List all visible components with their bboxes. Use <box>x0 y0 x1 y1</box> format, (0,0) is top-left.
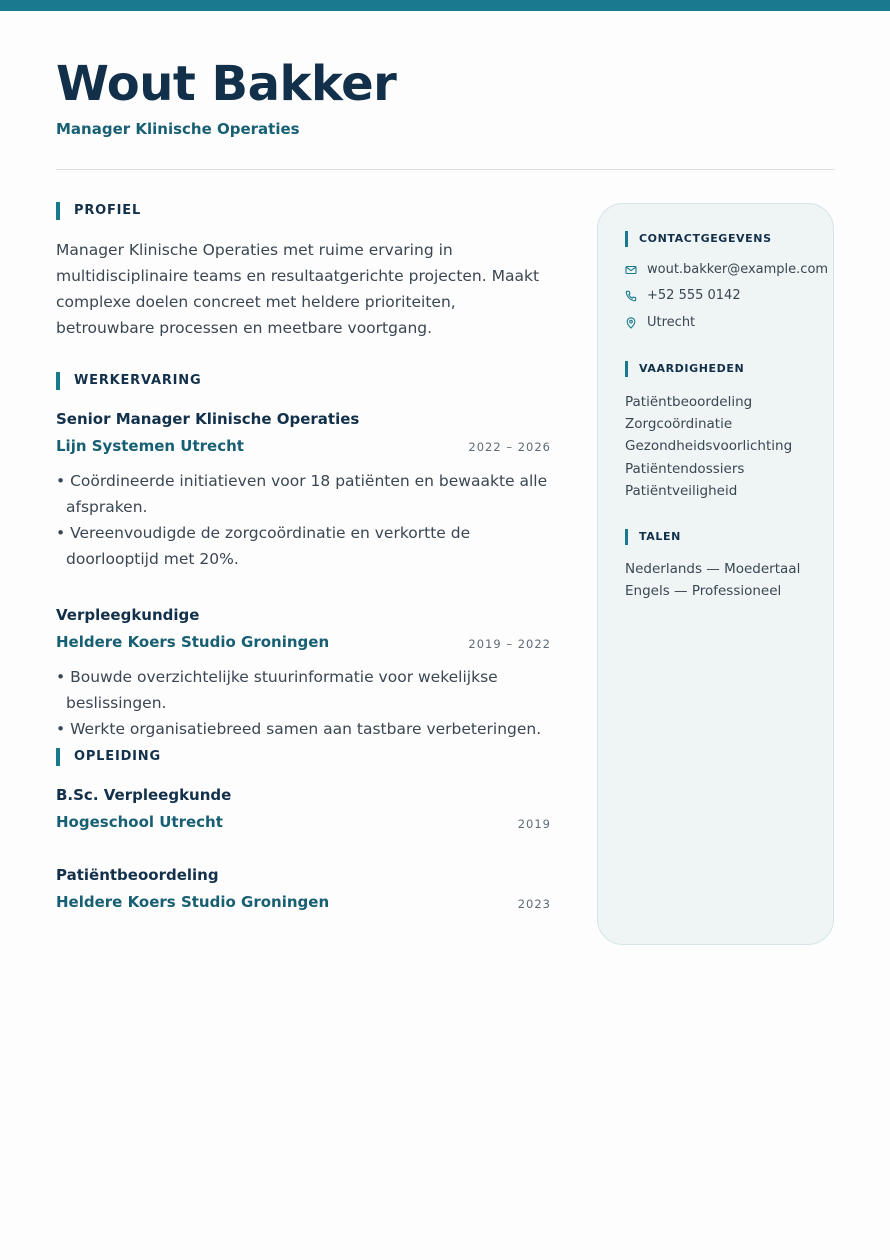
sidebar-title-contact: CONTACTGEGEVENS <box>625 231 772 247</box>
section-title-experience: WERKERVARING <box>56 372 201 390</box>
contact-phone-text: +52 555 0142 <box>647 288 741 303</box>
job-bullets <box>56 664 556 742</box>
skill-item: Zorgcoördinatie <box>625 416 733 433</box>
languages-list <box>625 559 800 602</box>
skill-item: Gezondheidsvoorlichting <box>625 438 793 455</box>
skill-item: Patiëntveiligheid <box>625 482 738 499</box>
education-institution: Hogeschool Utrecht <box>56 813 223 831</box>
education-institution: Heldere Koers Studio Groningen <box>56 893 330 911</box>
header-divider <box>56 169 834 170</box>
education-title: Patiëntbeoordeling <box>56 866 219 884</box>
job-organization: Lijn Systemen Utrecht <box>56 437 244 455</box>
skill-item: Patiëntendossiers <box>625 460 745 477</box>
top-accent-bar <box>0 0 890 11</box>
contact-location <box>625 315 695 330</box>
sidebar-title-skills: VAARDIGHEDEN <box>625 361 744 377</box>
profile-summary: Manager Klinische Operaties met ruime ervaring in multidisciplinaire teams en resultaatgerichte projecten. Maakt complexe doelen concreet met heldere prioriteiten, betrouwbare processen en meetbare voortgang. <box>56 241 540 337</box>
sidebar-title-languages: TALEN <box>625 529 681 545</box>
job-title: Verpleegkundige <box>56 606 200 624</box>
job-bullet: • Werkte organisatiebreed samen aan tastbare verbeteringen. <box>56 716 556 742</box>
contact-email-text: wout.bakker@example.com <box>647 262 829 277</box>
section-title-profile: PROFIEL <box>56 202 141 220</box>
skill-item: Patiëntbeoordeling <box>625 394 753 410</box>
job-organization: Heldere Koers Studio Groningen <box>56 633 330 651</box>
mail-icon <box>625 264 637 276</box>
job-dates: 2022 – 2026 <box>468 440 551 454</box>
contact-phone[interactable] <box>625 288 741 303</box>
education-year: 2023 <box>517 897 551 911</box>
section-title-education: OPLEIDING <box>56 748 161 766</box>
language-item: Nederlands — Moedertaal <box>625 561 801 577</box>
language-item: Engels — Professioneel <box>625 582 782 599</box>
job-title: Senior Manager Klinische Operaties <box>56 410 360 428</box>
contact-email[interactable] <box>625 262 828 277</box>
candidate-name: Wout Bakker <box>56 56 397 112</box>
location-pin-icon <box>625 317 637 329</box>
candidate-title: Manager Klinische Operaties <box>56 120 300 138</box>
job-bullet: • Bouwde overzichtelijke stuurinformatie voor wekelijkse beslissingen. <box>56 664 556 716</box>
job-bullet: • Vereenvoudigde de zorgcoördinatie en verkortte de doorlooptijd met 20%. <box>56 520 556 572</box>
education-title: B.Sc. Verpleegkunde <box>56 786 232 804</box>
phone-icon <box>625 290 637 302</box>
contact-location-text: Utrecht <box>647 315 696 330</box>
education-year: 2019 <box>517 817 551 831</box>
job-dates: 2019 – 2022 <box>468 637 551 651</box>
job-bullet: • Coördineerde initiatieven voor 18 patiënten en bewaakte alle afspraken. <box>56 468 556 520</box>
job-bullets <box>56 468 556 572</box>
skills-list <box>625 391 792 502</box>
sidebar-panel <box>597 203 834 945</box>
